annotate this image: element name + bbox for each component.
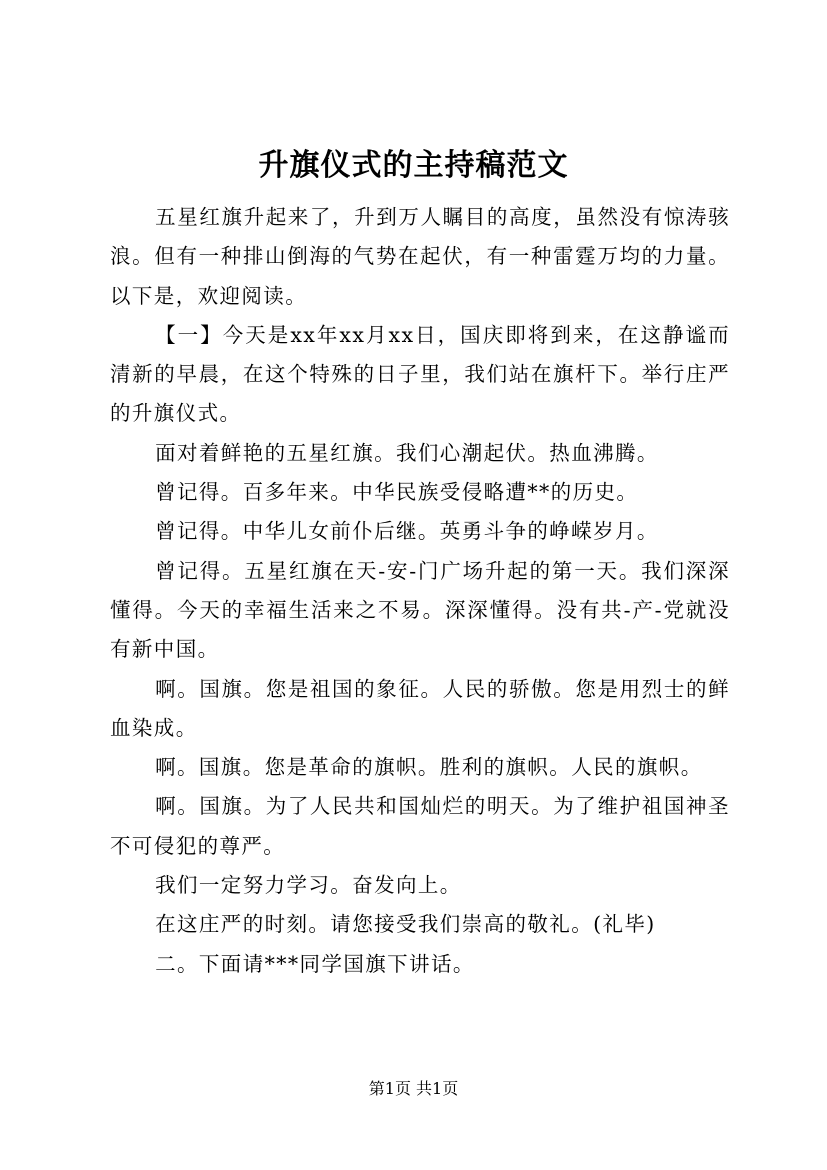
paragraph: 啊。国旗。您是祖国的象征。人民的骄傲。您是用烈士的鲜血染成。 bbox=[110, 676, 730, 740]
document-body bbox=[110, 198, 730, 984]
paragraph: 曾记得。中华儿女前仆后继。英勇斗争的峥嵘岁月。 bbox=[155, 519, 659, 544]
paragraph: 啊。国旗。您是革命的旗帜。胜利的旗帜。人民的旗帜。 bbox=[155, 755, 703, 780]
paragraph: 二。下面请***同学国旗下讲话。 bbox=[155, 951, 475, 976]
paragraph: 啊。国旗。为了人民共和国灿烂的明天。为了维护祖国神圣不可侵犯的尊严。 bbox=[110, 794, 730, 858]
paragraph: 在这庄严的时刻。请您接受我们崇高的敬礼。(礼毕) bbox=[155, 912, 656, 937]
paragraph: 【一】今天是xx年xx月xx日，国庆即将到来，在这静谧而清新的早晨，在这个特殊的日子里，我们站在旗杆下。举行庄严的升旗仪式。 bbox=[110, 322, 730, 426]
page-footer: 第1页 共1页 bbox=[368, 1079, 459, 1098]
paragraph: 面对着鲜艳的五星红旗。我们心潮起伏。热血沸腾。 bbox=[155, 440, 659, 465]
paragraph: 五星红旗升起来了，升到万人瞩目的高度，虽然没有惊涛骇浪。但有一种排山倒海的气势在起伏，有一种雷霆万均的力量。以下是，欢迎阅读。 bbox=[110, 205, 730, 308]
paragraph: 我们一定努力学习。奋发向上。 bbox=[155, 873, 462, 898]
paragraph: 曾记得。百多年来。中华民族受侵略遭**的历史。 bbox=[155, 480, 639, 505]
document-title: 升旗仪式的主持稿范文 bbox=[258, 148, 569, 183]
paragraph: 曾记得。五星红旗在天-安-门广场升起的第一天。我们深深懂得。今天的幸福生活来之不易。深深懂得。没有共-产-党就没有新中国。 bbox=[110, 558, 730, 662]
